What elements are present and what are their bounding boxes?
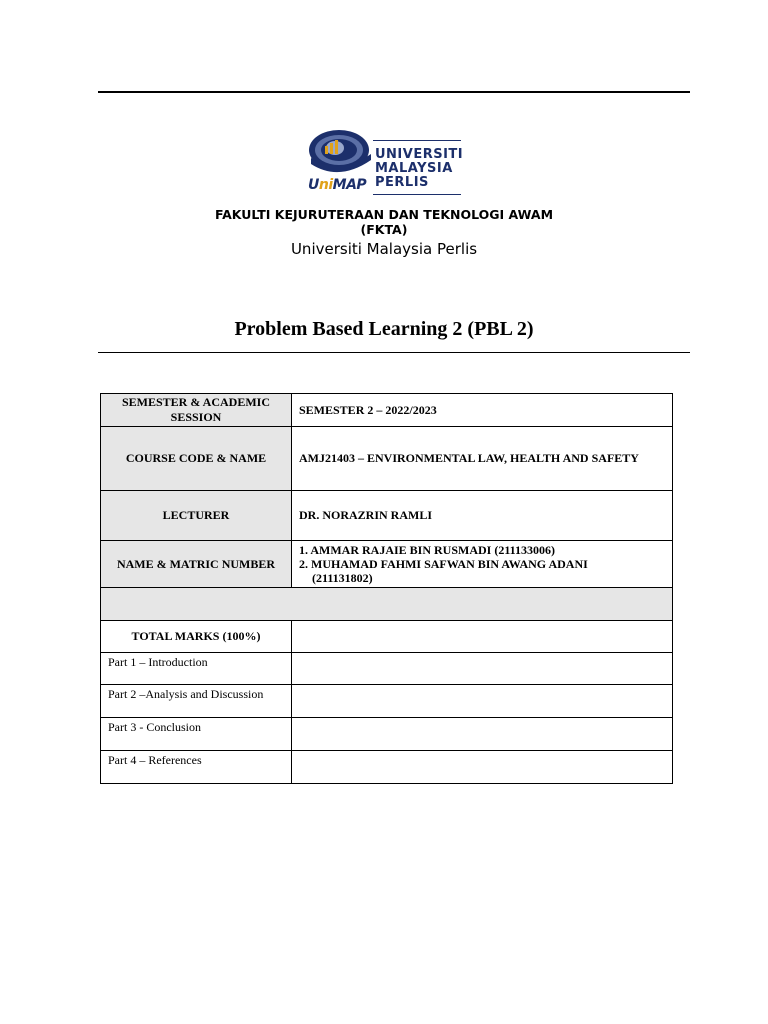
table-row-names [101,541,673,588]
logo-text-perlis: PERLIS [375,175,429,190]
student-2: 2. MUHAMAD FAHMI SAFWAN BIN AWANG ADANI [299,557,588,571]
faculty-name [0,207,768,237]
top-rule [98,91,690,93]
university-logo [305,128,475,198]
unimap-emblem-icon [305,128,377,184]
course-value: AMJ21403 – ENVIRONMENTAL LAW, HEALTH AND SAFETY [292,427,673,491]
table-row-spacer [101,588,673,621]
names-value [292,541,673,588]
part-4-value [292,751,673,784]
table-row-part-2 [101,685,673,718]
university-name: Universiti Malaysia Perlis [290,240,478,258]
document-title: Problem Based Learning 2 (PBL 2) [234,318,534,340]
table-row-part-3 [101,718,673,751]
table-row-part-4 [101,751,673,784]
course-label: COURSE CODE & NAME [101,427,292,491]
lecturer-value: DR. NORAZRIN RAMLI [292,491,673,541]
part-2-label: Part 2 –Analysis and Discussion [101,685,292,718]
part-1-value [292,653,673,685]
student-1: 1. AMMAR RAJAIE BIN RUSMADI (211133006) [299,543,556,557]
names-label: NAME & MATRIC NUMBER [101,541,292,588]
lecturer-label: LECTURER [101,491,292,541]
logo-rule-bottom [373,194,461,195]
part-1-label: Part 1 – Introduction [101,653,292,685]
logo-rule-top [373,140,461,141]
student-2-matric: (211131802) [312,571,373,585]
logo-wordmark: UniMAP [308,177,367,193]
table-row-total-marks [101,621,673,653]
table-row-lecturer [101,491,673,541]
semester-value: SEMESTER 2 – 2022/2023 [292,394,673,427]
part-4-label: Part 4 – References [101,751,292,784]
faculty-line-2: (FKTA) [360,222,408,237]
part-3-label: Part 3 - Conclusion [101,718,292,751]
table-row-semester [101,394,673,427]
logo-text-universiti: UNIVERSITI [375,147,464,162]
title-rule [98,352,690,353]
part-3-value [292,718,673,751]
table-row-part-1 [101,653,673,685]
total-marks-label: TOTAL MARKS (100%) [101,621,292,653]
total-marks-value [292,621,673,653]
spacer-cell [101,588,673,621]
part-2-value [292,685,673,718]
logo-text-malaysia: MALAYSIA [375,161,453,176]
cover-info-table [100,393,673,784]
table-row-course [101,427,673,491]
semester-label: SEMESTER & ACADEMIC SESSION [101,394,292,427]
faculty-line-1: FAKULTI KEJURUTERAAN DAN TEKNOLOGI AWAM [214,207,554,222]
